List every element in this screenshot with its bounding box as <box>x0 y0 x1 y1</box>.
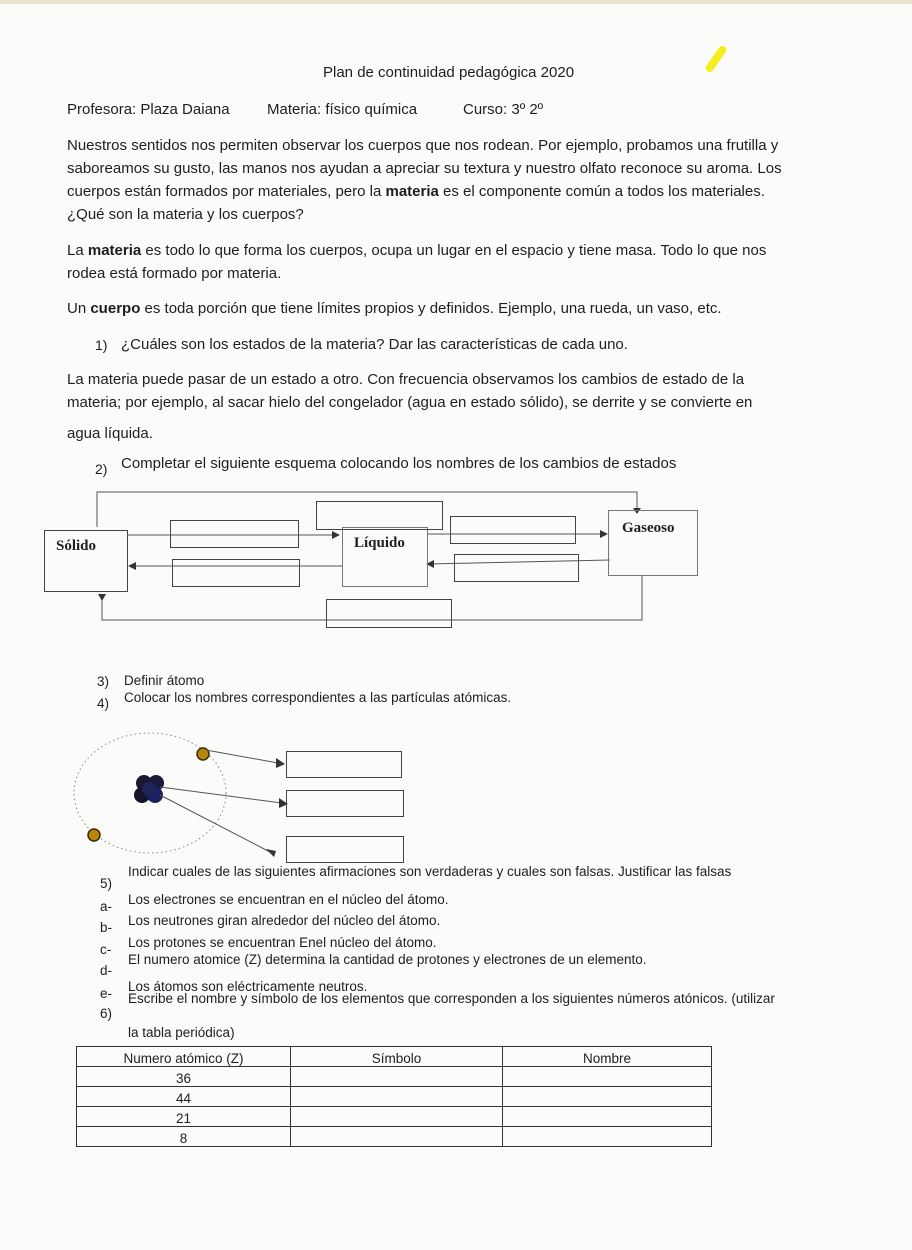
states-line-2: materia; por ejemplo, al sacar hielo del congelador (agua en estado sólido), se derrite y se convierte en <box>67 394 753 411</box>
header-name: Nombre <box>503 1047 712 1067</box>
pointer-line-proton <box>160 787 282 803</box>
question-4-number: 4) <box>97 696 110 711</box>
table-row <box>77 1067 712 1087</box>
answer-box-gas-to-liquid[interactable] <box>454 554 579 582</box>
statement-d-text: El numero atomice (Z) determina la cantidad de protones y electrones de un elemento. <box>128 952 647 967</box>
arrowhead-left-1 <box>128 562 136 570</box>
atomic-number-cell: 44 <box>77 1087 291 1107</box>
question-2-number: 2) <box>95 461 108 477</box>
gas-label: Gaseoso <box>622 520 675 536</box>
statement-e-text: Los átomos son eléctricamente neutros. <box>128 979 368 994</box>
answer-box-top[interactable] <box>316 501 443 530</box>
header-symbol: Símbolo <box>291 1047 503 1067</box>
question-6-line-1: Escribe el nombre y símbolo de los elementos que corresponden a los siguientes números atónicos. (utilizar <box>128 991 775 1006</box>
answer-box-bottom[interactable] <box>326 599 452 628</box>
name-cell[interactable] <box>503 1087 712 1107</box>
page-top-edge <box>0 0 912 4</box>
pointer-line-neutron <box>160 795 270 852</box>
statement-c-text: Los protones se encuentran Enel núcleo del átomo. <box>128 935 437 950</box>
definition-materia-line-2: rodea está formado por materia. <box>67 265 282 282</box>
question-4-text: Colocar los nombres correspondientes a las partículas atómicas. <box>124 690 512 705</box>
name-cell[interactable] <box>503 1067 712 1087</box>
question-6-line-2: la tabla periódica) <box>128 1025 235 1040</box>
particle-answer-box-3[interactable] <box>286 836 404 863</box>
atom-nucleus <box>134 775 164 803</box>
question-6-number: 6) <box>100 1006 113 1021</box>
arrowhead-right-2 <box>600 530 608 538</box>
arrowhead-up <box>98 594 106 601</box>
atomic-number-cell: 21 <box>77 1107 291 1127</box>
atomic-number-cell: 36 <box>77 1067 291 1087</box>
question-2-text: Completar el siguiente esquema colocando los nombres de los cambios de estados <box>121 455 677 472</box>
symbol-cell[interactable] <box>291 1087 503 1107</box>
solid-label: Sólido <box>56 538 97 554</box>
question-1-number: 1) <box>95 337 108 353</box>
question-5-number: 5) <box>100 876 113 891</box>
answer-box-liquid-to-solid[interactable] <box>172 559 300 587</box>
definition-cuerpo: Un cuerpo es toda porción que tiene límites propios y definidos. Ejemplo, una rueda, un vaso, etc. <box>67 300 722 317</box>
subject-name: Materia: físico química <box>267 101 418 118</box>
definition-materia-line-1: La materia es todo lo que forma los cuerpos, ocupa un lugar en el espacio y tiene masa. Todo lo que nos <box>67 242 767 259</box>
question-5-text: Indicar cuales de las siguientes afirmaciones son verdaderas y cuales son falsas. Justificar las falsas <box>128 864 732 879</box>
highlighter-mark <box>704 44 728 73</box>
document-title: Plan de continuidad pedagógica 2020 <box>323 64 575 81</box>
states-line-3: agua líquida. <box>67 425 153 442</box>
particle-answer-box-1[interactable] <box>286 751 402 778</box>
pointer-arrowhead-1 <box>276 758 285 768</box>
header-atomic-number: Numero atómico (Z) <box>77 1047 291 1067</box>
name-cell[interactable] <box>503 1127 712 1147</box>
answer-box-liquid-to-gas[interactable] <box>450 516 576 544</box>
question-1-text: ¿Cuáles son los estados de la materia? Dar las características de cada uno. <box>121 336 628 353</box>
intro-line-3: cuerpos están formados por materiales, pero la materia es el componente común a todos los materiales. <box>67 183 765 200</box>
table-row <box>77 1127 712 1147</box>
answer-box-solid-to-liquid[interactable] <box>170 520 299 548</box>
table-header-row <box>77 1047 712 1067</box>
question-3-number: 3) <box>97 674 110 689</box>
statement-b-text: Los neutrones giran alrededor del núcleo del átomo. <box>128 913 441 928</box>
course-name: Curso: 3º 2º <box>463 101 544 118</box>
intro-line-1: Nuestros sentidos nos permiten observar los cuerpos que nos rodean. Por ejemplo, probamos una frutilla y <box>67 137 779 154</box>
arrowhead-right-1 <box>332 531 340 539</box>
intro-line-2: saboreamos su gusto, las manos nos ayudan a apreciar su textura y nuestro olfato reconoce su aroma. Los <box>67 160 782 177</box>
statement-b-label: b- <box>100 920 113 935</box>
pointer-arrowhead-3 <box>266 849 276 857</box>
statement-a-text: Los electrones se encuentran en el núcleo del átomo. <box>128 892 449 907</box>
liquid-label: Líquido <box>354 535 405 551</box>
teacher-name: Profesora: Plaza Daiana <box>67 101 230 118</box>
electron-bottom <box>88 829 100 841</box>
pointer-line-electron <box>206 750 278 763</box>
symbol-cell[interactable] <box>291 1107 503 1127</box>
elements-table <box>76 1046 712 1147</box>
statement-a-label: a- <box>100 899 113 914</box>
name-cell[interactable] <box>503 1107 712 1127</box>
particle-answer-box-2[interactable] <box>286 790 404 817</box>
table-row <box>77 1107 712 1127</box>
atomic-number-cell: 8 <box>77 1127 291 1147</box>
intro-line-4: ¿Qué son la materia y los cuerpos? <box>67 206 304 223</box>
question-3-text: Definir átomo <box>124 673 205 688</box>
states-line-1: La materia puede pasar de un estado a otro. Con frecuencia observamos los cambios de estado de la <box>67 371 745 388</box>
statement-e-label: e- <box>100 986 113 1001</box>
table-row <box>77 1087 712 1107</box>
symbol-cell[interactable] <box>291 1067 503 1087</box>
statement-c-label: c- <box>100 942 112 957</box>
statement-d-label: d- <box>100 963 113 978</box>
symbol-cell[interactable] <box>291 1127 503 1147</box>
